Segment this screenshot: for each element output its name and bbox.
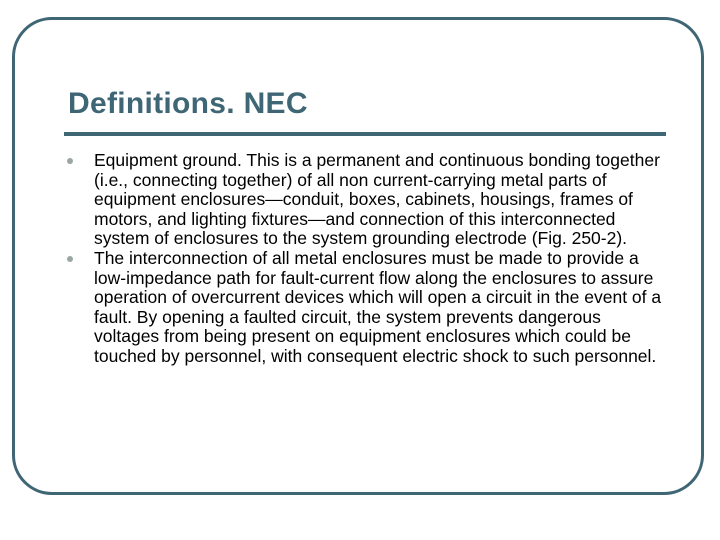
bullet-dot-icon: [67, 256, 73, 262]
bullet-dot-icon: [67, 158, 73, 164]
bullet-text: Equipment ground. This is a permanent and continuous bonding together (i.e., connecting together) of all non current-carrying metal parts of equipment enclosures—conduit, boxes, cabinets, housings, frames of motors, and lighting fixtures—and connection of this interconnected system of enclosures to the system grounding electrode (Fig. 250-2).: [94, 150, 660, 249]
bullet-list: [66, 151, 666, 367]
bullet-item-interconnection: [66, 249, 666, 367]
slide-title: Definitions. NEC: [68, 87, 308, 120]
bullet-item-equipment-ground: [66, 151, 666, 249]
bullet-text: The interconnection of all metal enclosures must be made to provide a low-impedance path for fault-current flow along the enclosures to assure operation of overcurrent devices which will open a circuit in the event of a fault. By opening a faulted circuit, the system prevents dangerous voltages from being present on equipment enclosures which could be touched by personnel, with consequent electric shock to such personnel.: [94, 247, 662, 366]
title-underline: [64, 132, 666, 136]
